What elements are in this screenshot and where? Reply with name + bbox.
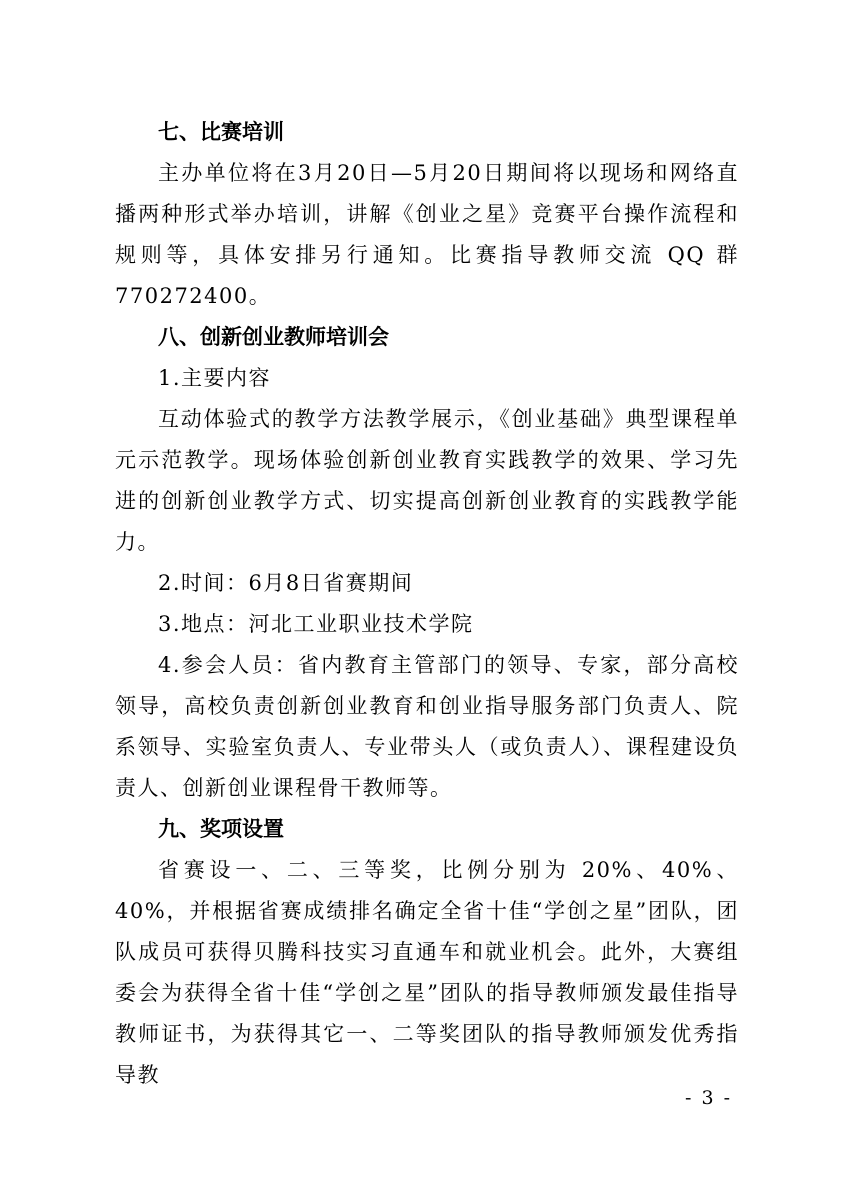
document-page [115,112,739,1096]
section-8-item-3: 3.地点：河北工业职业技术学院 [158,612,474,636]
section-8-item-2: 2.时间：6月8日省赛期间 [158,571,414,595]
section-9-title: 九、奖项设置 [158,817,284,841]
section-7-title: 七、比赛培训 [158,120,284,144]
page-number: - 3 - [685,1087,733,1109]
section-7-body: 主办单位将在3月20日—5月20日期间将以现场和网络直播两种形式举办培训，讲解《创业之星》竞赛平台操作流程和规则等，具体安排另行通知。比赛指导教师交流 QQ 群770272400。 [115,161,739,308]
section-8-item-1-label: 1.主要内容 [158,366,272,390]
section-9-body: 省赛设一、二、三等奖，比例分别为 20%、40%、40%，并根据省赛成绩排名确定全省十佳“学创之星”团队，团队成员可获得贝腾科技实习直通车和就业机会。此外，大赛组委会为获得全省十佳“学创之星”团队的指导教师颁发最佳指导教师证书，为获得其它一、二等奖团队的指导教师颁发优秀指导教 [115,858,739,1087]
section-8-item-1-body: 互动体验式的教学方法教学展示，《创业基础》典型课程单元示范教学。现场体验创新创业教育实践教学的效果、学习先进的创新创业教学方式、切实提高创新创业教育的实践教学能力。 [115,407,739,554]
section-8-title: 八、创新创业教师培训会 [158,325,389,349]
section-8-item-4: 4.参会人员：省内教育主管部门的领导、专家，部分高校领导，高校负责创新创业教育和创业指导服务部门负责人、院系领导、实验室负责人、专业带头人（或负责人）、课程建设负责人、创新创业课程骨干教师等。 [115,653,739,800]
